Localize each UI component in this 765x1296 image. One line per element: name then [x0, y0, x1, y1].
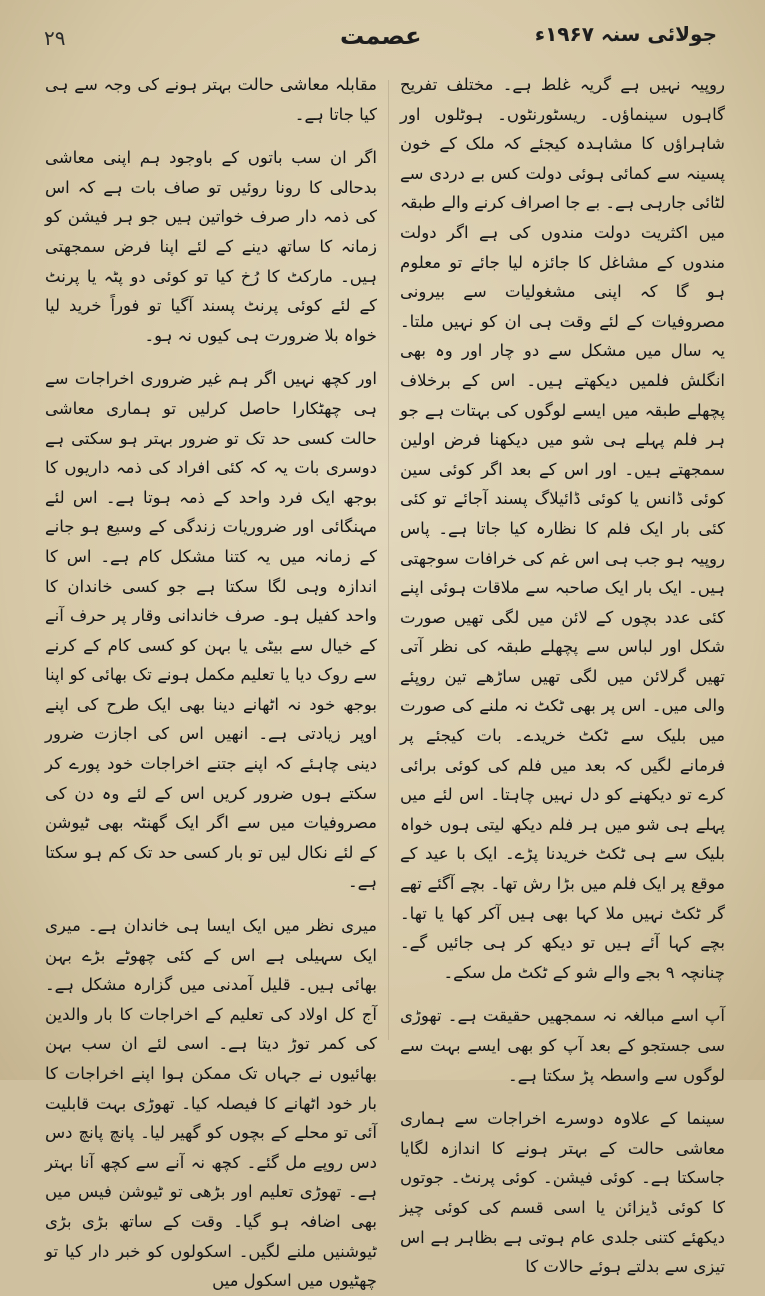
page-header: [0, 22, 765, 62]
paragraph: مقابلہ معاشی حالت بہتر ہونے کی وجہ سے ہی کیا جاتا ہے۔: [45, 75, 377, 124]
paragraph: سینما کے علاوہ دوسرے اخراجات سے ہماری معاشی حالت کے بہتر ہونے کا اندازہ لگایا جاسکتا ہے۔ کوئی فیشن۔ کوئی پرنٹ۔ جوتوں کا کوئی ڈیزائن یا اسی قسم کی کوئی چیز دیکھئے کتنی جلدی عام ہوتی ہے بظاہر ہے اس تیزی سے بدلتے ہوئے حالات کا: [400, 1109, 725, 1277]
page-number: ٢٩: [44, 26, 66, 50]
paragraph: اور کچھ نہیں اگر ہم غیر ضروری اخراجات سے ہی چھٹکارا حاصل کرلیں تو ہماری معاشی حالت کسی حد تک تو ضرور بہتر ہو سکتی ہے دوسری بات یہ کہ کئی افراد کی ذمہ داریوں کا بوجھ ایک فرد واحد کے ذمہ ہوتا ہے۔ اس لئے مہنگائی اور ضروریات زندگی کے وسیع ہو جانے کے زمانہ میں یہ کتنا مشکل کام ہے۔ اس کا اندازہ وہی لگا سکتا ہے جو کسی خاندان کا واحد کفیل ہو۔ صرف خاندانی وقار پر حرف آنے کے خیال سے بیٹی یا بہن کو کسی کام کے کرنے سے روک دیا یا تعلیم مکمل ہونے تک بھائی کو اپنا بوجھ خود نہ اٹھانے دینا بھی ایک طرح کی اپنے اوپر زیادتی ہے۔ انھیں اس کی اجازت ضرور دینی چاہئے کہ اپنے جتنے اخراجات خود پورے کر سکتے ہوں ضرور کریں اس کے لئے وہ دن کی مصروفیات میں سے اگر ایک گھنٹہ بھی ٹیوشن کے لئے نکال لیں تو بار کسی حد تک کم ہو سکتا ہے۔: [45, 369, 377, 892]
paragraph: روپیہ نہیں ہے گریہ غلط ہے۔ مختلف تفریح گاہوں سینماؤں۔ ریسٹورنٹوں۔ ہوٹلوں اور شاہراؤں کا مشاہدہ کیجئے کہ ملک کے خون پسینہ سے کمائی ہوئی دولت کس بے دردی سے لٹائی جارہی ہے۔ بے جا اصراف کرنے والے طبقہ میں اکثریت دولت مندوں کی ہے اگر دولت مندوں کے مشاغل کا جائزہ لیا جائے تو معلوم ہو گا کہ اپنی مشغولیات سے بیرونی مصروفیات کے لئے وقت ہی ان کو نہیں ملتا۔ یہ سال میں مشکل سے دو چار اور وہ بھی انگلش فلمیں دیکھتے ہیں۔ اس کے برخلاف پچھلے طبقہ میں ایسے لوگوں کی بہتات ہے جو ہر فلم پہلے ہی شو میں دیکھنا فرض اولین سمجھتے ہیں۔ اور اس کے بعد اگر کوئی سین کوئی ڈانس یا کوئی ڈائیلاگ پسند آجائے تو کئی کئی بار ایک فلم کا نظارہ کیا جاتا ہے۔ پاس روپیہ ہو جب ہی اس غم کی خرافات سوجھتی ہیں۔ ایک بار ایک صاحبہ سے ملاقات ہوئی اپنے کئی عدد بچوں کے لائن میں لگی تھیں صورت شکل اور لباس سے پچھلے طبقہ کی نظر آتی تھیں گرلائن میں لگی تھیں ساڑھے تین روپئے والی میں۔ اس پر بھی ٹکٹ نہ ملنے کی صورت میں بلیک سے ٹکٹ خریدے۔ بات کیجئے پر فرمانے لگیں کہ بعد میں فلم کی کوئی برائی کرے تو دیکھنے کو دل نہیں چاہتا۔ اس لئے میں پہلے ہی شو میں ہر فلم دیکھ لیتی ہوں خواہ بلیک سے ہی ٹکٹ خریدنا پڑے۔ ایک با عید کے موقع پر ایک فلم میں بڑا رش تھا۔ بچے آگئے تھے گر ٹکٹ نہیں ملا کہا بھی ہیں آکر کھا یا تھا۔ بچے کہا آئے ہیں تو دیکھ کر ہی جائیں گے۔ چنانچہ ۹ بجے والے شو کے ٹکٹ مل سکے۔: [400, 75, 725, 982]
column-gutter: [388, 80, 389, 1040]
left-column: [45, 70, 377, 1296]
right-column: [400, 70, 725, 1282]
paragraph: میری نظر میں ایک ایسا ہی خاندان ہے۔ میری ایک سہیلی ہے اس کے کئی چھوٹے بڑے بہن بھائی ہیں۔ قلیل آمدنی میں گزارہ مشکل ہے۔ آج کل اولاد کی تعلیم کے اخراجات کا بار والدین کی کمر توڑ دیتا ہے۔ اسی لئے ان سب بہن بھائیوں نے جہاں تک ممکن ہوا اپنے اخراجات کا بار خود اٹھانے کا فیصلہ کیا۔ تھوڑی بہت قابلیت آئی تو محلے کے بچوں کو گھیر لیا۔ پانچ پانچ دس دس روپے مل گئے۔ کچھ نہ آنے سے کچھ آنا بہتر ہے۔ تھوڑی تعلیم اور بڑھی تو ٹیوشن فیس میں بھی اضافہ ہو گیا۔ وقت کے ساتھ بڑی بڑی ٹیوشنیں ملنے لگیں۔ اسکولوں کو خبر دار کیا تو چھٹیوں میں اسکول میں: [45, 916, 377, 1291]
paragraph: اگر ان سب باتوں کے باوجود ہم اپنی معاشی بدحالی کا رونا روئیں تو صاف بات ہے کہ اس کی ذمہ دار صرف خواتین ہیں جو ہر فیشن کو زمانہ کا ساتھ دینے کے لئے اپنا فرض سمجھتی ہیں۔ مارکٹ کا رُخ کیا تو کوئی دو پٹہ یا پرنٹ کے لئے کوئی پرنٹ پسند آگیا تو فوراً خرید لیا خواہ بلا ضرورت ہی کیوں نہ ہو۔: [45, 148, 377, 345]
issue-date: جولائی سنہ ۱۹۶۷ء: [534, 22, 717, 46]
running-title: عصمت: [340, 22, 422, 50]
paragraph: آپ اسے مبالغہ نہ سمجھیں حقیقت ہے۔ تھوڑی سی جستجو کے بعد آپ کو بھی ایسے بہت سے لوگوں سے واسطہ پڑ سکتا ہے۔: [400, 1006, 725, 1085]
